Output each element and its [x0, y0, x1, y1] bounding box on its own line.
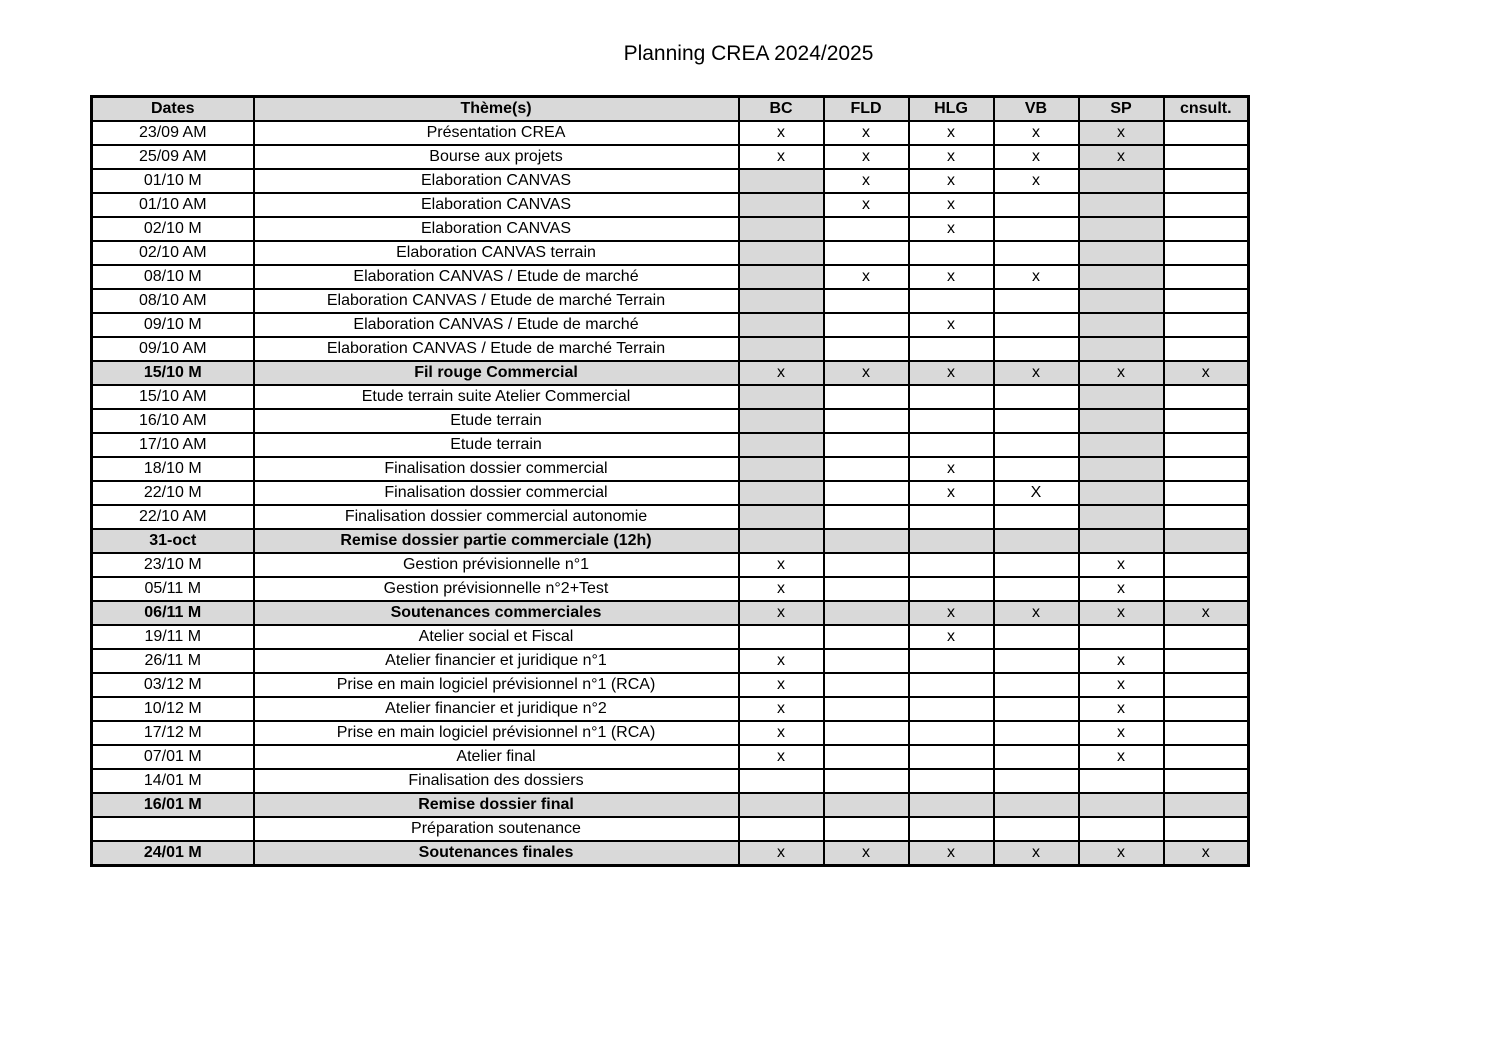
table-row — [92, 481, 1249, 505]
header-dates: Dates — [92, 97, 254, 122]
row-mark — [994, 457, 1079, 481]
row-date: 16/01 M — [92, 793, 254, 817]
row-mark: x — [909, 121, 994, 145]
row-mark: x — [824, 169, 909, 193]
table-row — [92, 529, 1249, 553]
row-mark — [1164, 313, 1249, 337]
row-date: 15/10 M — [92, 361, 254, 385]
row-mark — [909, 409, 994, 433]
table-row — [92, 169, 1249, 193]
row-mark: x — [909, 625, 994, 649]
table-row — [92, 265, 1249, 289]
row-mark — [1164, 673, 1249, 697]
table-row — [92, 553, 1249, 577]
row-mark — [1164, 649, 1249, 673]
row-mark — [739, 337, 824, 361]
row-mark — [1079, 505, 1164, 529]
table-row — [92, 577, 1249, 601]
row-mark — [1164, 505, 1249, 529]
row-mark — [739, 433, 824, 457]
row-mark — [739, 169, 824, 193]
row-mark — [994, 625, 1079, 649]
table-row — [92, 121, 1249, 145]
row-mark — [824, 481, 909, 505]
planning-table — [90, 95, 1250, 867]
row-mark — [909, 769, 994, 793]
row-mark — [1079, 217, 1164, 241]
row-mark: x — [994, 601, 1079, 625]
row-mark: x — [739, 601, 824, 625]
row-mark — [739, 193, 824, 217]
row-date: 14/01 M — [92, 769, 254, 793]
row-mark — [994, 553, 1079, 577]
table-row — [92, 289, 1249, 313]
row-theme: Etude terrain — [254, 409, 739, 433]
table-row — [92, 721, 1249, 745]
row-mark — [739, 313, 824, 337]
row-mark: x — [739, 721, 824, 745]
row-mark: x — [909, 841, 994, 866]
header-hlg: HLG — [909, 97, 994, 122]
row-mark — [1079, 817, 1164, 841]
row-mark — [1164, 817, 1249, 841]
header-row — [92, 97, 1249, 122]
row-theme: Atelier final — [254, 745, 739, 769]
row-mark — [994, 529, 1079, 553]
row-mark — [824, 721, 909, 745]
row-mark — [739, 385, 824, 409]
row-mark: x — [994, 361, 1079, 385]
row-mark: x — [909, 601, 994, 625]
row-mark: x — [1079, 649, 1164, 673]
row-mark: x — [909, 193, 994, 217]
row-theme: Gestion prévisionnelle n°2+Test — [254, 577, 739, 601]
row-mark — [824, 625, 909, 649]
row-mark — [994, 649, 1079, 673]
table-row — [92, 505, 1249, 529]
row-date: 22/10 M — [92, 481, 254, 505]
row-mark — [824, 673, 909, 697]
row-mark — [824, 409, 909, 433]
table-row — [92, 193, 1249, 217]
row-mark: x — [909, 481, 994, 505]
row-mark: x — [1079, 673, 1164, 697]
row-mark — [909, 793, 994, 817]
row-mark — [1164, 193, 1249, 217]
row-date — [92, 817, 254, 841]
row-theme: Soutenances finales — [254, 841, 739, 866]
row-mark — [739, 817, 824, 841]
row-mark — [1079, 529, 1164, 553]
row-mark — [909, 529, 994, 553]
row-mark — [1164, 169, 1249, 193]
row-date: 23/10 M — [92, 553, 254, 577]
row-mark — [1079, 457, 1164, 481]
row-mark — [909, 817, 994, 841]
table-row — [92, 793, 1249, 817]
row-mark: x — [739, 649, 824, 673]
row-theme: Remise dossier final — [254, 793, 739, 817]
table-row — [92, 385, 1249, 409]
row-mark — [1079, 193, 1164, 217]
table-row — [92, 697, 1249, 721]
row-mark — [824, 217, 909, 241]
row-mark — [739, 505, 824, 529]
row-theme: Elaboration CANVAS — [254, 217, 739, 241]
row-mark: x — [824, 841, 909, 866]
row-mark — [739, 409, 824, 433]
row-date: 02/10 AM — [92, 241, 254, 265]
row-mark — [909, 697, 994, 721]
row-mark — [994, 697, 1079, 721]
row-theme: Remise dossier partie commerciale (12h) — [254, 529, 739, 553]
row-mark — [994, 433, 1079, 457]
row-mark — [909, 433, 994, 457]
table-row — [92, 217, 1249, 241]
row-theme: Préparation soutenance — [254, 817, 739, 841]
row-mark — [909, 337, 994, 361]
row-mark: x — [824, 145, 909, 169]
row-mark — [909, 649, 994, 673]
row-mark: x — [1164, 361, 1249, 385]
row-mark — [824, 289, 909, 313]
row-mark — [994, 577, 1079, 601]
row-mark — [909, 241, 994, 265]
header-cnsult: cnsult. — [1164, 97, 1249, 122]
row-theme: Elaboration CANVAS — [254, 169, 739, 193]
row-mark — [1079, 241, 1164, 265]
row-mark — [1164, 409, 1249, 433]
row-theme: Elaboration CANVAS / Etude de marché — [254, 265, 739, 289]
table-row — [92, 649, 1249, 673]
row-date: 05/11 M — [92, 577, 254, 601]
row-mark: x — [909, 217, 994, 241]
row-date: 09/10 M — [92, 313, 254, 337]
header-vb: VB — [994, 97, 1079, 122]
row-date: 08/10 AM — [92, 289, 254, 313]
row-mark: x — [1079, 145, 1164, 169]
row-mark — [1164, 217, 1249, 241]
row-date: 18/10 M — [92, 457, 254, 481]
row-theme: Gestion prévisionnelle n°1 — [254, 553, 739, 577]
row-mark — [1164, 769, 1249, 793]
row-mark: x — [1079, 697, 1164, 721]
row-theme: Etude terrain suite Atelier Commercial — [254, 385, 739, 409]
row-mark — [994, 337, 1079, 361]
row-mark — [994, 409, 1079, 433]
row-date: 31-oct — [92, 529, 254, 553]
row-mark — [739, 793, 824, 817]
row-mark: x — [1079, 553, 1164, 577]
row-date: 15/10 AM — [92, 385, 254, 409]
row-mark — [824, 601, 909, 625]
row-mark — [824, 505, 909, 529]
row-mark — [824, 313, 909, 337]
row-theme: Finalisation dossier commercial autonomie — [254, 505, 739, 529]
row-theme: Elaboration CANVAS / Etude de marché Terrain — [254, 289, 739, 313]
table-row — [92, 337, 1249, 361]
table-row — [92, 817, 1249, 841]
row-mark — [1164, 697, 1249, 721]
row-mark — [1079, 433, 1164, 457]
header-fld: FLD — [824, 97, 909, 122]
row-mark — [739, 241, 824, 265]
row-mark: x — [824, 193, 909, 217]
row-theme: Atelier social et Fiscal — [254, 625, 739, 649]
table-row — [92, 769, 1249, 793]
row-mark — [1164, 385, 1249, 409]
row-mark: x — [1079, 361, 1164, 385]
row-mark — [1164, 793, 1249, 817]
row-mark: x — [1164, 601, 1249, 625]
planning-body — [92, 121, 1249, 866]
row-mark — [994, 721, 1079, 745]
row-mark — [824, 577, 909, 601]
row-mark — [909, 505, 994, 529]
row-mark: x — [909, 313, 994, 337]
page-title: Planning CREA 2024/2025 — [623, 42, 874, 65]
row-theme: Soutenances commerciales — [254, 601, 739, 625]
row-mark — [739, 265, 824, 289]
row-date: 07/01 M — [92, 745, 254, 769]
table-row — [92, 841, 1249, 866]
row-mark: x — [1079, 721, 1164, 745]
row-date: 25/09 AM — [92, 145, 254, 169]
row-mark: x — [1079, 745, 1164, 769]
row-theme: Elaboration CANVAS terrain — [254, 241, 739, 265]
row-mark — [1079, 289, 1164, 313]
row-mark — [1079, 409, 1164, 433]
row-mark: x — [739, 145, 824, 169]
row-date: 09/10 AM — [92, 337, 254, 361]
row-theme: Atelier financier et juridique n°2 — [254, 697, 739, 721]
row-mark — [909, 385, 994, 409]
row-mark — [739, 217, 824, 241]
row-mark — [1164, 553, 1249, 577]
header-themes: Thème(s) — [254, 97, 739, 122]
row-theme: Finalisation dossier commercial — [254, 481, 739, 505]
row-mark — [824, 457, 909, 481]
row-mark — [824, 241, 909, 265]
row-mark: x — [909, 361, 994, 385]
row-mark — [824, 649, 909, 673]
row-date: 01/10 M — [92, 169, 254, 193]
row-mark — [739, 457, 824, 481]
row-mark — [909, 577, 994, 601]
table-row — [92, 625, 1249, 649]
row-mark — [1079, 625, 1164, 649]
row-mark — [1164, 337, 1249, 361]
table-row — [92, 601, 1249, 625]
row-date: 17/10 AM — [92, 433, 254, 457]
row-date: 26/11 M — [92, 649, 254, 673]
row-mark: x — [1079, 841, 1164, 866]
row-mark — [739, 481, 824, 505]
row-mark: X — [994, 481, 1079, 505]
header-sp: SP — [1079, 97, 1164, 122]
row-mark — [994, 817, 1079, 841]
row-mark — [824, 769, 909, 793]
row-mark — [1079, 793, 1164, 817]
row-mark — [1164, 289, 1249, 313]
row-mark — [994, 193, 1079, 217]
row-theme: Elaboration CANVAS / Etude de marché Terrain — [254, 337, 739, 361]
row-mark — [739, 529, 824, 553]
row-mark — [1164, 529, 1249, 553]
row-mark — [824, 385, 909, 409]
row-mark — [909, 673, 994, 697]
row-mark: x — [909, 265, 994, 289]
table-row — [92, 673, 1249, 697]
row-mark: x — [909, 457, 994, 481]
row-mark — [994, 241, 1079, 265]
row-mark — [824, 793, 909, 817]
row-theme: Fil rouge Commercial — [254, 361, 739, 385]
table-row — [92, 745, 1249, 769]
table-row — [92, 313, 1249, 337]
row-date: 17/12 M — [92, 721, 254, 745]
row-mark: x — [739, 577, 824, 601]
row-mark: x — [739, 697, 824, 721]
row-date: 02/10 M — [92, 217, 254, 241]
header-bc: BC — [739, 97, 824, 122]
row-mark: x — [739, 121, 824, 145]
row-mark — [994, 745, 1079, 769]
row-theme: Elaboration CANVAS / Etude de marché — [254, 313, 739, 337]
row-mark — [909, 553, 994, 577]
row-theme: Prise en main logiciel prévisionnel n°1 (RCA) — [254, 721, 739, 745]
row-mark — [1164, 241, 1249, 265]
row-theme: Bourse aux projets — [254, 145, 739, 169]
row-mark — [994, 673, 1079, 697]
row-mark — [824, 553, 909, 577]
row-theme: Finalisation dossier commercial — [254, 457, 739, 481]
table-row — [92, 361, 1249, 385]
row-mark — [994, 793, 1079, 817]
row-mark — [824, 337, 909, 361]
row-mark: x — [739, 553, 824, 577]
row-mark: x — [994, 145, 1079, 169]
row-mark — [824, 745, 909, 769]
row-mark — [739, 289, 824, 313]
row-mark: x — [994, 121, 1079, 145]
row-date: 06/11 M — [92, 601, 254, 625]
row-mark: x — [909, 145, 994, 169]
row-theme: Etude terrain — [254, 433, 739, 457]
row-mark — [994, 289, 1079, 313]
row-mark — [1079, 385, 1164, 409]
row-mark: x — [824, 121, 909, 145]
table-row — [92, 457, 1249, 481]
row-mark: x — [739, 745, 824, 769]
row-mark — [994, 217, 1079, 241]
row-mark: x — [739, 841, 824, 866]
row-mark — [1164, 265, 1249, 289]
row-mark — [1079, 313, 1164, 337]
row-mark — [739, 625, 824, 649]
row-mark: x — [909, 169, 994, 193]
row-mark — [1079, 265, 1164, 289]
table-row — [92, 433, 1249, 457]
row-mark: x — [994, 169, 1079, 193]
table-row — [92, 145, 1249, 169]
row-mark — [1164, 481, 1249, 505]
row-mark — [1079, 481, 1164, 505]
row-mark — [824, 697, 909, 721]
row-mark — [1079, 169, 1164, 193]
row-mark — [1164, 145, 1249, 169]
row-mark: x — [739, 673, 824, 697]
row-mark: x — [1079, 121, 1164, 145]
row-date: 16/10 AM — [92, 409, 254, 433]
row-mark — [1164, 625, 1249, 649]
table-row — [92, 241, 1249, 265]
row-mark: x — [824, 361, 909, 385]
row-date: 03/12 M — [92, 673, 254, 697]
row-mark — [1164, 721, 1249, 745]
row-theme: Atelier financier et juridique n°1 — [254, 649, 739, 673]
row-date: 19/11 M — [92, 625, 254, 649]
row-date: 08/10 M — [92, 265, 254, 289]
row-mark — [1164, 433, 1249, 457]
row-mark — [994, 313, 1079, 337]
row-mark — [739, 769, 824, 793]
row-mark — [824, 529, 909, 553]
row-date: 10/12 M — [92, 697, 254, 721]
row-date: 22/10 AM — [92, 505, 254, 529]
row-theme: Finalisation des dossiers — [254, 769, 739, 793]
row-mark: x — [824, 265, 909, 289]
row-theme: Prise en main logiciel prévisionnel n°1 (RCA) — [254, 673, 739, 697]
row-mark: x — [994, 265, 1079, 289]
row-date: 24/01 M — [92, 841, 254, 866]
row-mark: x — [994, 841, 1079, 866]
row-date: 01/10 AM — [92, 193, 254, 217]
row-mark — [994, 769, 1079, 793]
row-theme: Présentation CREA — [254, 121, 739, 145]
row-mark: x — [1079, 601, 1164, 625]
row-mark — [1164, 577, 1249, 601]
row-mark — [1079, 337, 1164, 361]
row-mark — [824, 817, 909, 841]
row-theme: Elaboration CANVAS — [254, 193, 739, 217]
row-mark — [1164, 457, 1249, 481]
row-mark — [909, 721, 994, 745]
table-row — [92, 409, 1249, 433]
row-mark: x — [1079, 577, 1164, 601]
row-mark — [994, 385, 1079, 409]
row-mark — [909, 745, 994, 769]
row-mark — [1164, 745, 1249, 769]
row-mark — [1079, 769, 1164, 793]
row-mark — [1164, 121, 1249, 145]
row-mark: x — [739, 361, 824, 385]
row-mark — [909, 289, 994, 313]
row-mark — [824, 433, 909, 457]
row-mark: x — [1164, 841, 1249, 866]
row-mark — [994, 505, 1079, 529]
row-date: 23/09 AM — [92, 121, 254, 145]
